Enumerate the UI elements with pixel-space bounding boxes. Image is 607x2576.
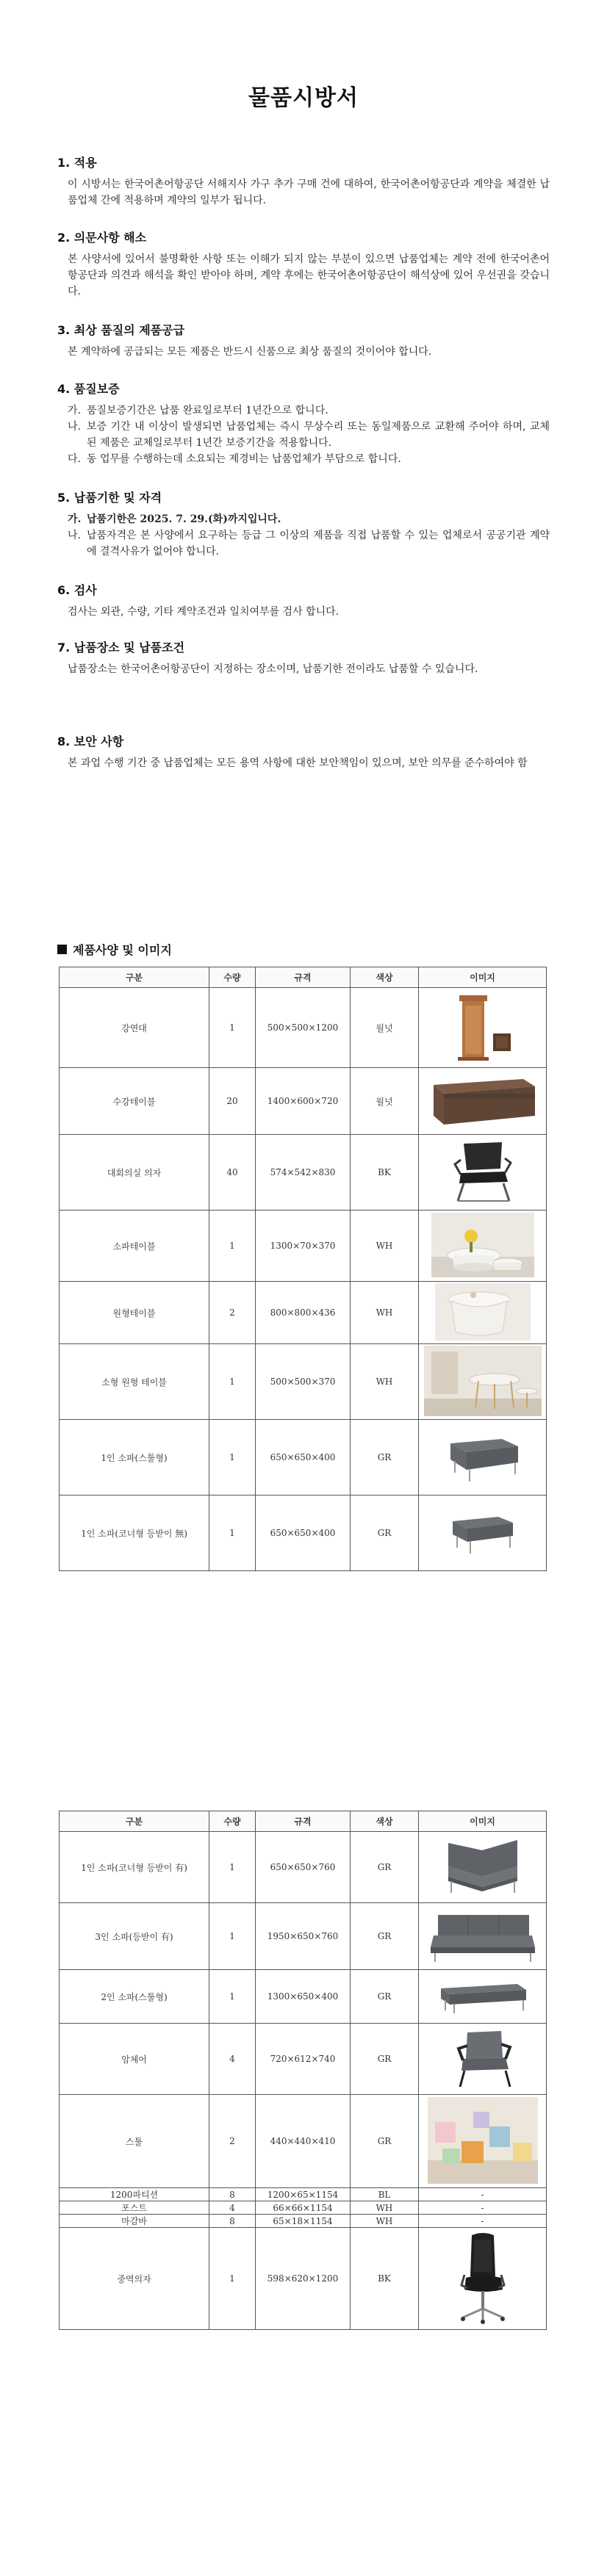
table-row: [60, 1970, 547, 2024]
cell-image: [419, 1903, 547, 1970]
section-heading: 3. 최상 품질의 제품공급: [57, 323, 185, 337]
table-row: [60, 2215, 547, 2228]
cell-name: 1200파티션: [60, 2188, 209, 2201]
round-table-image: [435, 1283, 531, 1341]
corner-sofa-image: [442, 1507, 523, 1558]
three-seat-sofa-image: [428, 1906, 538, 1965]
table-row: [60, 2228, 547, 2330]
cell-name: 중역의자: [60, 2228, 209, 2330]
armchair-image: [442, 2027, 523, 2090]
cell-color: GR: [351, 1970, 419, 2024]
cell-size: 66×66×1154: [256, 2201, 351, 2215]
cell-image: [419, 1496, 547, 1571]
section-6: [57, 581, 550, 620]
cell-color: WH: [351, 1344, 419, 1420]
section-paragraph: 검사는 외관, 수량, 기타 계약조건과 일치여부를 검사 합니다.: [68, 606, 340, 618]
cell-image: [419, 1420, 547, 1496]
cell-qty: 1: [209, 1496, 256, 1571]
cell-name: 소형 원형 테이블: [60, 1344, 209, 1420]
cell-color: BL: [351, 2188, 419, 2201]
spec-table-1: [59, 967, 547, 1571]
corner-back-sofa-image: [435, 1834, 531, 1899]
cell-name: 암체어: [60, 2024, 209, 2095]
table-header-row: [60, 967, 547, 988]
cell-qty: 2: [209, 1282, 256, 1344]
cell-qty: 8: [209, 2215, 256, 2228]
chair-image: [439, 1138, 527, 1205]
bench-sofa-image: [435, 1975, 531, 2016]
table-row: [60, 1344, 547, 1420]
cell-image: [419, 1344, 547, 1420]
table-row: [60, 1282, 547, 1344]
cell-name: 소파테이블: [60, 1211, 209, 1282]
cell-image: [419, 1068, 547, 1135]
cell-size: 1200×65×1154: [256, 2188, 351, 2201]
section-5: [57, 488, 550, 560]
cell-name: 스툴: [60, 2095, 209, 2188]
list-item: [68, 527, 550, 560]
cell-name: 1인 소파(코너형 등받이 無): [60, 1496, 209, 1571]
cell-image: -: [419, 2201, 547, 2215]
item-label: 다.: [68, 453, 81, 465]
table-row: [60, 1068, 547, 1135]
list-item: [68, 511, 550, 527]
cell-image: [419, 1282, 547, 1344]
cell-size: 1400×600×720: [256, 1068, 351, 1135]
cell-qty: 8: [209, 2188, 256, 2201]
header-qty: 수량: [209, 1811, 256, 1832]
cell-size: 650×650×760: [256, 1832, 351, 1903]
item-label: 나.: [68, 421, 81, 433]
cell-color: GR: [351, 1496, 419, 1571]
page-title: 물품시방서: [248, 85, 359, 111]
cell-qty: 1: [209, 1344, 256, 1420]
cell-image: [419, 1135, 547, 1211]
table-row: [60, 988, 547, 1068]
section-paragraph: 본 계약하에 공급되는 모든 제품은 반드시 신품으로 최상 품질의 것이어야 합니다.: [68, 346, 432, 358]
table-row: [60, 1211, 547, 1282]
table-row: [60, 1135, 547, 1211]
cell-name: 원형테이블: [60, 1282, 209, 1344]
cell-size: 720×612×740: [256, 2024, 351, 2095]
header-color: 색상: [351, 967, 419, 988]
section-2: [57, 228, 550, 300]
lectern-image: [439, 991, 527, 1063]
cell-color: WH: [351, 2215, 419, 2228]
spec-heading: [57, 941, 172, 958]
cell-color: WH: [351, 2201, 419, 2215]
cell-name: 2인 소파(스툴형): [60, 1970, 209, 2024]
header-color: 색상: [351, 1811, 419, 1832]
cell-name: 수강테이블: [60, 1068, 209, 1135]
cell-color: 월넛: [351, 1068, 419, 1135]
cell-color: 월넛: [351, 988, 419, 1068]
header-qty: 수량: [209, 967, 256, 988]
stool-sofa-image: [439, 1427, 527, 1486]
section-4: [57, 380, 550, 467]
cell-qty: 1: [209, 1970, 256, 2024]
small-round-table-image: [424, 1346, 542, 1416]
section-paragraph: 이 시방서는 한국어촌어항공단 서해지사 가구 추가 구매 건에 대하여, 한국어촌어항공단과 계약을 체결한 납품업체 간에 적용하며 계약의 일부가 됩니다.: [68, 178, 550, 206]
item-text: 품질보증기간은 납품 완료일로부터 1년간으로 합니다.: [87, 405, 328, 416]
cell-color: BK: [351, 1135, 419, 1211]
cell-name: 1인 소파(스툴형): [60, 1420, 209, 1496]
item-label: 가.: [68, 513, 82, 525]
cell-color: WH: [351, 1211, 419, 1282]
item-text: 보증 기간 내 이상이 발생되면 납품업체는 즉시 무상수리 또는 동일제품으로 교환해 주어야 하며, 교체된 제품은 교체일로부터 1년간 보증기간을 적용합니다.: [87, 421, 550, 449]
item-text: 납품기한은 2025. 7. 29.(화)까지입니다.: [87, 513, 281, 525]
section-heading: 8. 보안 사항: [57, 735, 124, 748]
section-8: [57, 732, 550, 771]
cell-name: 포스트: [60, 2201, 209, 2215]
table-row: [60, 2188, 547, 2201]
section-heading: 6. 검사: [57, 583, 97, 597]
cell-color: GR: [351, 2024, 419, 2095]
list-item: [68, 451, 550, 467]
cell-size: 650×650×400: [256, 1496, 351, 1571]
cell-name: 강연대: [60, 988, 209, 1068]
cell-size: 598×620×1200: [256, 2228, 351, 2330]
cell-qty: 4: [209, 2024, 256, 2095]
cell-color: GR: [351, 2095, 419, 2188]
header-category: 구분: [60, 1811, 209, 1832]
table-row: [60, 2095, 547, 2188]
section-3: [57, 321, 550, 360]
table-row: [60, 2024, 547, 2095]
cell-qty: 2: [209, 2095, 256, 2188]
section-paragraph: 납품장소는 한국어촌어항공단이 지정하는 장소이며, 납품기한 전이라도 납품할 수 있습니다.: [68, 663, 478, 675]
item-text: 납품자격은 본 사양에서 요구하는 등급 그 이상의 제품을 직접 납품할 수 있는 업체로서 공공기관 계약에 결격사유가 없어야 합니다.: [87, 530, 550, 558]
section-1: [57, 154, 550, 209]
cell-color: WH: [351, 1282, 419, 1344]
spec-heading-text: 제품사양 및 이미지: [73, 943, 172, 957]
table-row: [60, 2201, 547, 2215]
cell-color: GR: [351, 1832, 419, 1903]
stools-image: [428, 2097, 538, 2184]
cell-qty: 4: [209, 2201, 256, 2215]
cell-qty: 40: [209, 1135, 256, 1211]
spec-table-2: [59, 1811, 547, 2330]
table-row: [60, 1496, 547, 1571]
cell-image: [419, 988, 547, 1068]
table-row: [60, 1832, 547, 1903]
cell-size: 500×500×1200: [256, 988, 351, 1068]
section-heading: 5. 납품기한 및 자격: [57, 491, 162, 505]
cell-color: GR: [351, 1903, 419, 1970]
section-heading: 4. 품질보증: [57, 382, 120, 396]
table-header-row: [60, 1811, 547, 1832]
section-paragraph: 본 사양서에 있어서 불명확한 사항 또는 이해가 되지 않는 부분이 있으면 납품업체는 계약 전에 한국어촌어항공단과 의견과 해석을 확인 받아야 하며, 계약 후에는 한국어촌어항공단이 해석상에 있어 우선권을 갖습니다.: [68, 253, 550, 297]
item-text: 동 업무를 수행하는데 소요되는 제경비는 납품업체가 부담으로 합니다.: [87, 453, 401, 465]
cell-size: 574×542×830: [256, 1135, 351, 1211]
table-row: [60, 1903, 547, 1970]
cell-image: [419, 1832, 547, 1903]
cell-size: 1950×650×760: [256, 1903, 351, 1970]
cell-name: 마감바: [60, 2215, 209, 2228]
item-label: 가.: [68, 405, 81, 416]
table-row: [60, 1420, 547, 1496]
cell-qty: 1: [209, 1832, 256, 1903]
cell-image: [419, 2095, 547, 2188]
cell-size: 1300×650×400: [256, 1970, 351, 2024]
cell-image: [419, 2024, 547, 2095]
header-size: 규격: [256, 1811, 351, 1832]
cell-name: 1인 소파(코너형 등받이 有): [60, 1832, 209, 1903]
list-item: [68, 403, 550, 419]
cell-size: 800×800×436: [256, 1282, 351, 1344]
cell-color: BK: [351, 2228, 419, 2330]
header-size: 규격: [256, 967, 351, 988]
cell-name: 대회의실 의자: [60, 1135, 209, 1211]
section-heading: 1. 적용: [57, 156, 97, 170]
cell-qty: 1: [209, 1903, 256, 1970]
cell-image: [419, 1970, 547, 2024]
cell-size: 1300×70×370: [256, 1211, 351, 1282]
cell-color: GR: [351, 1420, 419, 1496]
cell-image: [419, 2228, 547, 2330]
item-label: 나.: [68, 530, 81, 541]
cell-size: 500×500×370: [256, 1344, 351, 1420]
cell-qty: 1: [209, 2228, 256, 2330]
cell-qty: 1: [209, 1211, 256, 1282]
sofa-table-image: [431, 1213, 534, 1277]
header-category: 구분: [60, 967, 209, 988]
cell-qty: 1: [209, 988, 256, 1068]
cell-image: -: [419, 2188, 547, 2201]
section-7: [57, 638, 550, 677]
section-heading: 7. 납품장소 및 납품조건: [57, 641, 185, 654]
cell-size: 65×18×1154: [256, 2215, 351, 2228]
desk-image: [428, 1072, 538, 1129]
list-item: [68, 419, 550, 451]
cell-size: 440×440×410: [256, 2095, 351, 2188]
cell-qty: 1: [209, 1420, 256, 1496]
section-paragraph: 본 과업 수행 기간 중 납품업체는 모든 용역 사항에 대한 보안책임이 있으며, 보안 의무를 준수하여야 함: [68, 757, 528, 769]
cell-name: 3인 소파(등받이 有): [60, 1903, 209, 1970]
cell-image: [419, 1211, 547, 1282]
executive-chair-image: [450, 2231, 516, 2325]
cell-qty: 20: [209, 1068, 256, 1135]
header-image: 이미지: [419, 967, 547, 988]
section-heading: 2. 의문사항 해소: [57, 231, 147, 245]
cell-image: -: [419, 2215, 547, 2228]
square-bullet-icon: [57, 945, 67, 954]
header-image: 이미지: [419, 1811, 547, 1832]
cell-size: 650×650×400: [256, 1420, 351, 1496]
